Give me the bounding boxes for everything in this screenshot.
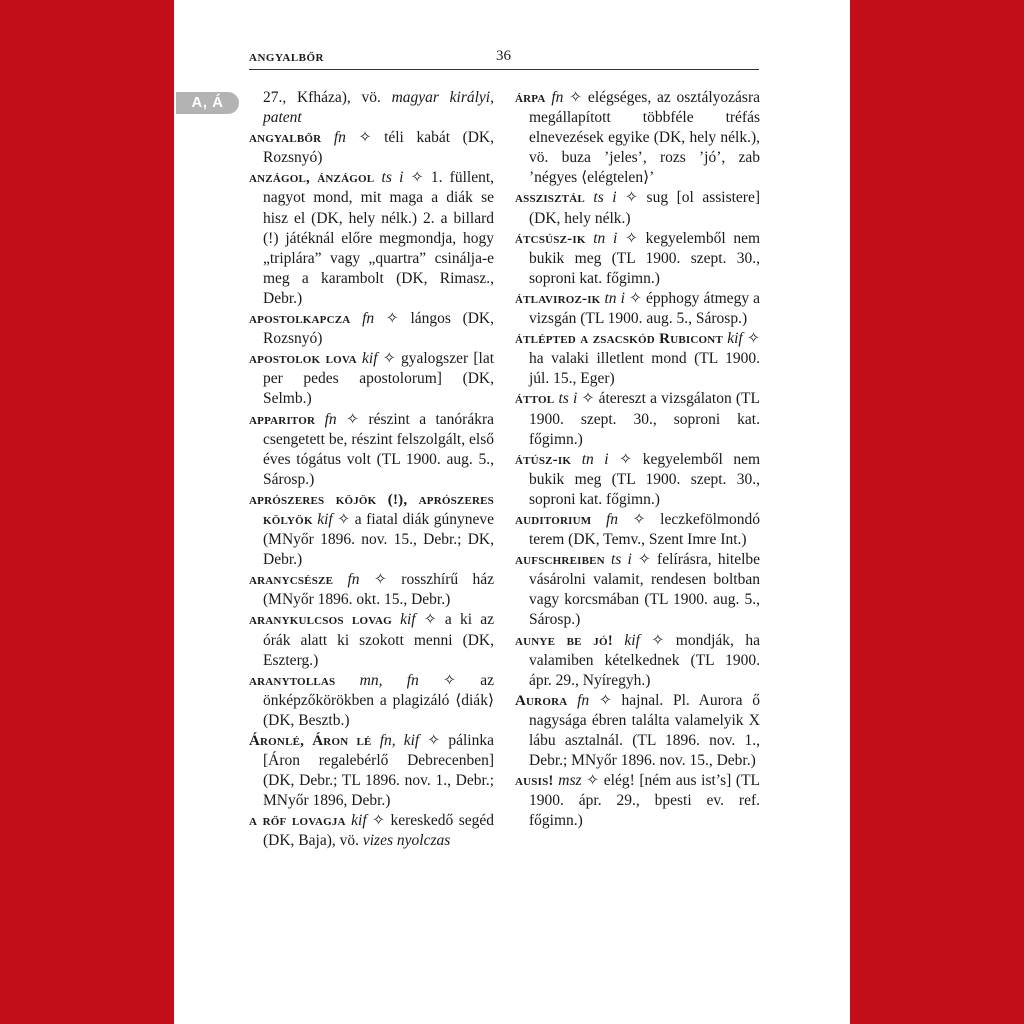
dictionary-entry (249, 811, 494, 851)
part-of-speech: tn i (604, 289, 625, 307)
definition: ✧ az önképzőkörökben a plagizáló ⟨diák⟩ (DK, Besztb.) (263, 671, 495, 729)
dictionary-entry (249, 88, 494, 128)
dictionary-entry (515, 289, 760, 329)
definition: ✧ részint a tanórákra csengetett be, részint felszolgált, első éves tógátus volt (TL 1900. aug. 5., Sárosp.) (263, 410, 495, 488)
part-of-speech: kif (727, 330, 743, 348)
headword: aranycsésze (249, 572, 334, 589)
definition: ✧ leczkefölmondó terem (DK, Temv., Szent Imre Int.) (529, 510, 760, 549)
definition: ✧ sug [ol assistere] (DK, hely nélk.) (529, 189, 760, 227)
definition: ✧ mondják, ha valamiben kételkednek (TL 1900. ápr. 29., Nyíregyh.) (529, 631, 761, 689)
headword: Aurora (515, 692, 568, 709)
dictionary-entry (249, 731, 494, 811)
definition: ✧ téli kabát (DK, Rozsnyó) (263, 129, 495, 167)
dictionary-entry (515, 691, 760, 771)
headword: aprószeres köjök (!), aprószeres kölyök (249, 491, 494, 528)
dictionary-entry (515, 771, 760, 831)
page-number: 36 (496, 48, 511, 64)
dictionary-entry (249, 349, 494, 409)
headword: átlaviroz-ik (515, 290, 601, 307)
dictionary-entry (249, 490, 494, 570)
dictionary-entry (515, 450, 760, 510)
dictionary-entry (515, 389, 760, 449)
definition: ✧ átereszt a vizsgálaton (TL 1900. szept. 30., soproni kat. főgimn.) (529, 390, 760, 448)
dictionary-entry (249, 128, 494, 168)
dictionary-entry (249, 309, 494, 349)
definition: ✧ gyalogszer [lat per pedes apostolorum] (DK, Selmb.) (263, 350, 495, 408)
dictionary-entry (515, 88, 760, 188)
cross-reference: vizes nyolczas (362, 832, 451, 850)
part-of-speech: fn, kif (379, 732, 420, 749)
definition: ✧ kegyelemből nem bukik meg (TL 1900. szept. 30., soproni kat. főgimn.) (529, 450, 761, 508)
dictionary-entry (515, 229, 760, 289)
headword: asszisztál (515, 190, 585, 207)
definition: ✧ épphogy átmegy a vizsgán (TL 1900. aug. 5., Sárosp.) (529, 289, 760, 328)
headword: Áronlé, Áron lé (249, 733, 372, 749)
dictionary-entry (249, 671, 494, 731)
definition: ✧ hajnal. Pl. Aurora ő nagysága ébren találta valamelyik X lábu asztalnál. (TL 1896. nov. 1., Debr.; MNyőr 1896. nov. 15., Debr.) (529, 691, 761, 770)
part-of-speech: ts i (593, 189, 617, 207)
part-of-speech: fn (324, 410, 337, 428)
definition: ✧ 1. füllent, nagyot mond, mit maga a diák se hisz el (DK, hely nélk.) 2. a billard (!) játéknál előre megmondja, hogy „triplára” vagy „quartra” csinálja-e meg a karambolt (DK, Rimasz., Debr.) (263, 169, 495, 307)
definition: ✧ a ki az órák alatt ki szokott menni (DK, Eszterg.) (263, 611, 494, 669)
definition: ✧ kegyelemből nem bukik meg (TL 1900. szept. 30., soproni kat. főgimn.) (529, 229, 761, 287)
definition: ✧ a fiatal diák gúnyneve (MNyőr 1896. nov. 15., Debr.; DK, Debr.) (263, 510, 495, 569)
part-of-speech: fn (605, 510, 618, 528)
part-of-speech: fn (551, 89, 564, 106)
part-of-speech: fn (333, 129, 346, 147)
dictionary-entry (249, 610, 494, 670)
headword: aranykulcsos lovag (249, 612, 392, 629)
cross-reference: magyar királyi, patent (263, 89, 494, 127)
part-of-speech: ts i (381, 169, 404, 187)
part-of-speech: ts i (610, 551, 632, 569)
headword: apostolkapcza (249, 311, 351, 328)
part-of-speech: kif (351, 812, 367, 830)
headword: árpa (515, 90, 546, 106)
part-of-speech: msz (558, 772, 582, 790)
headword: aufschreiben (515, 552, 605, 569)
headword: a rőf lovagja (249, 813, 346, 830)
part-of-speech: kif (317, 510, 333, 528)
definition: ✧ pálinka [Áron regalebérlő Debrecenben] (DK, Debr.; TL 1896. nov. 1., Debr.; MNyőr 1896, Debr.) (263, 732, 494, 810)
part-of-speech: ts i (558, 390, 578, 408)
headword: aunye be jó! (515, 632, 613, 649)
definition: 27., Kfháza), vö. (263, 89, 392, 106)
headword: átcsúsz-ik (515, 230, 586, 247)
headword: átlépted a zsacskód Rubicont (515, 331, 723, 348)
headword: apparitor (249, 411, 316, 428)
dictionary-entry (249, 410, 494, 490)
part-of-speech: mn, fn (359, 671, 419, 689)
header-rule (249, 69, 759, 70)
part-of-speech: fn (347, 571, 360, 589)
definition: ✧ ha valaki illetlent mond (TL 1900. júl. 15., Eger) (529, 330, 761, 388)
headword: angyalbőr (249, 130, 322, 147)
part-of-speech: kif (400, 611, 416, 629)
part-of-speech: fn (362, 310, 375, 328)
part-of-speech: kif (624, 631, 640, 649)
part-of-speech: tn i (581, 450, 609, 468)
headword: átúsz-ik (515, 451, 572, 468)
section-tab: A, Á (176, 92, 239, 114)
headword: áttol (515, 391, 555, 408)
headword: ausis! (515, 773, 554, 790)
definition: ✧ kereskedő segéd (DK, Baja), vö. (263, 812, 494, 850)
headword: aranytollas (249, 672, 336, 689)
dictionary-entry (515, 550, 760, 630)
running-head: ANGYALBŐR (249, 52, 324, 64)
dictionary-entry (249, 570, 494, 610)
definition: ✧ elég! [ném aus ist’s] (TL 1900. ápr. 29., bpesti ev. ref. főgimn.) (529, 772, 761, 830)
headword: apostolok lova (249, 351, 357, 368)
dictionary-entry (515, 188, 760, 228)
definition: ✧ rosszhírű ház (MNyőr 1896. okt. 15., Debr.) (263, 571, 494, 609)
dictionary-entry (249, 168, 494, 309)
part-of-speech: fn (577, 691, 590, 709)
definition: ✧ felírásra, hitelbe vásárolni valamit, rendesen boltban vagy korcsmában (TL 1900. aug. 5., Sárosp.) (529, 551, 761, 629)
dictionary-entry (515, 631, 760, 691)
headword: auditorium (515, 511, 592, 528)
part-of-speech: kif (362, 350, 378, 368)
part-of-speech: tn i (593, 229, 618, 247)
right-column (515, 88, 760, 831)
dictionary-entry (515, 510, 760, 550)
left-column (249, 88, 494, 852)
definition: ✧ lángos (DK, Rozsnyó) (263, 310, 494, 348)
definition: ✧ elégséges, az osztályozásra megállapított többféle tréfás elnevezések egyike (DK, hely nélk.), vö. buza ’jeles’, rozs ’jó’, zab ’négyes ⟨elégtelen⟩’ (529, 89, 761, 187)
dictionary-entry (515, 329, 760, 389)
headword: anzágol, ánzágol (249, 170, 375, 187)
